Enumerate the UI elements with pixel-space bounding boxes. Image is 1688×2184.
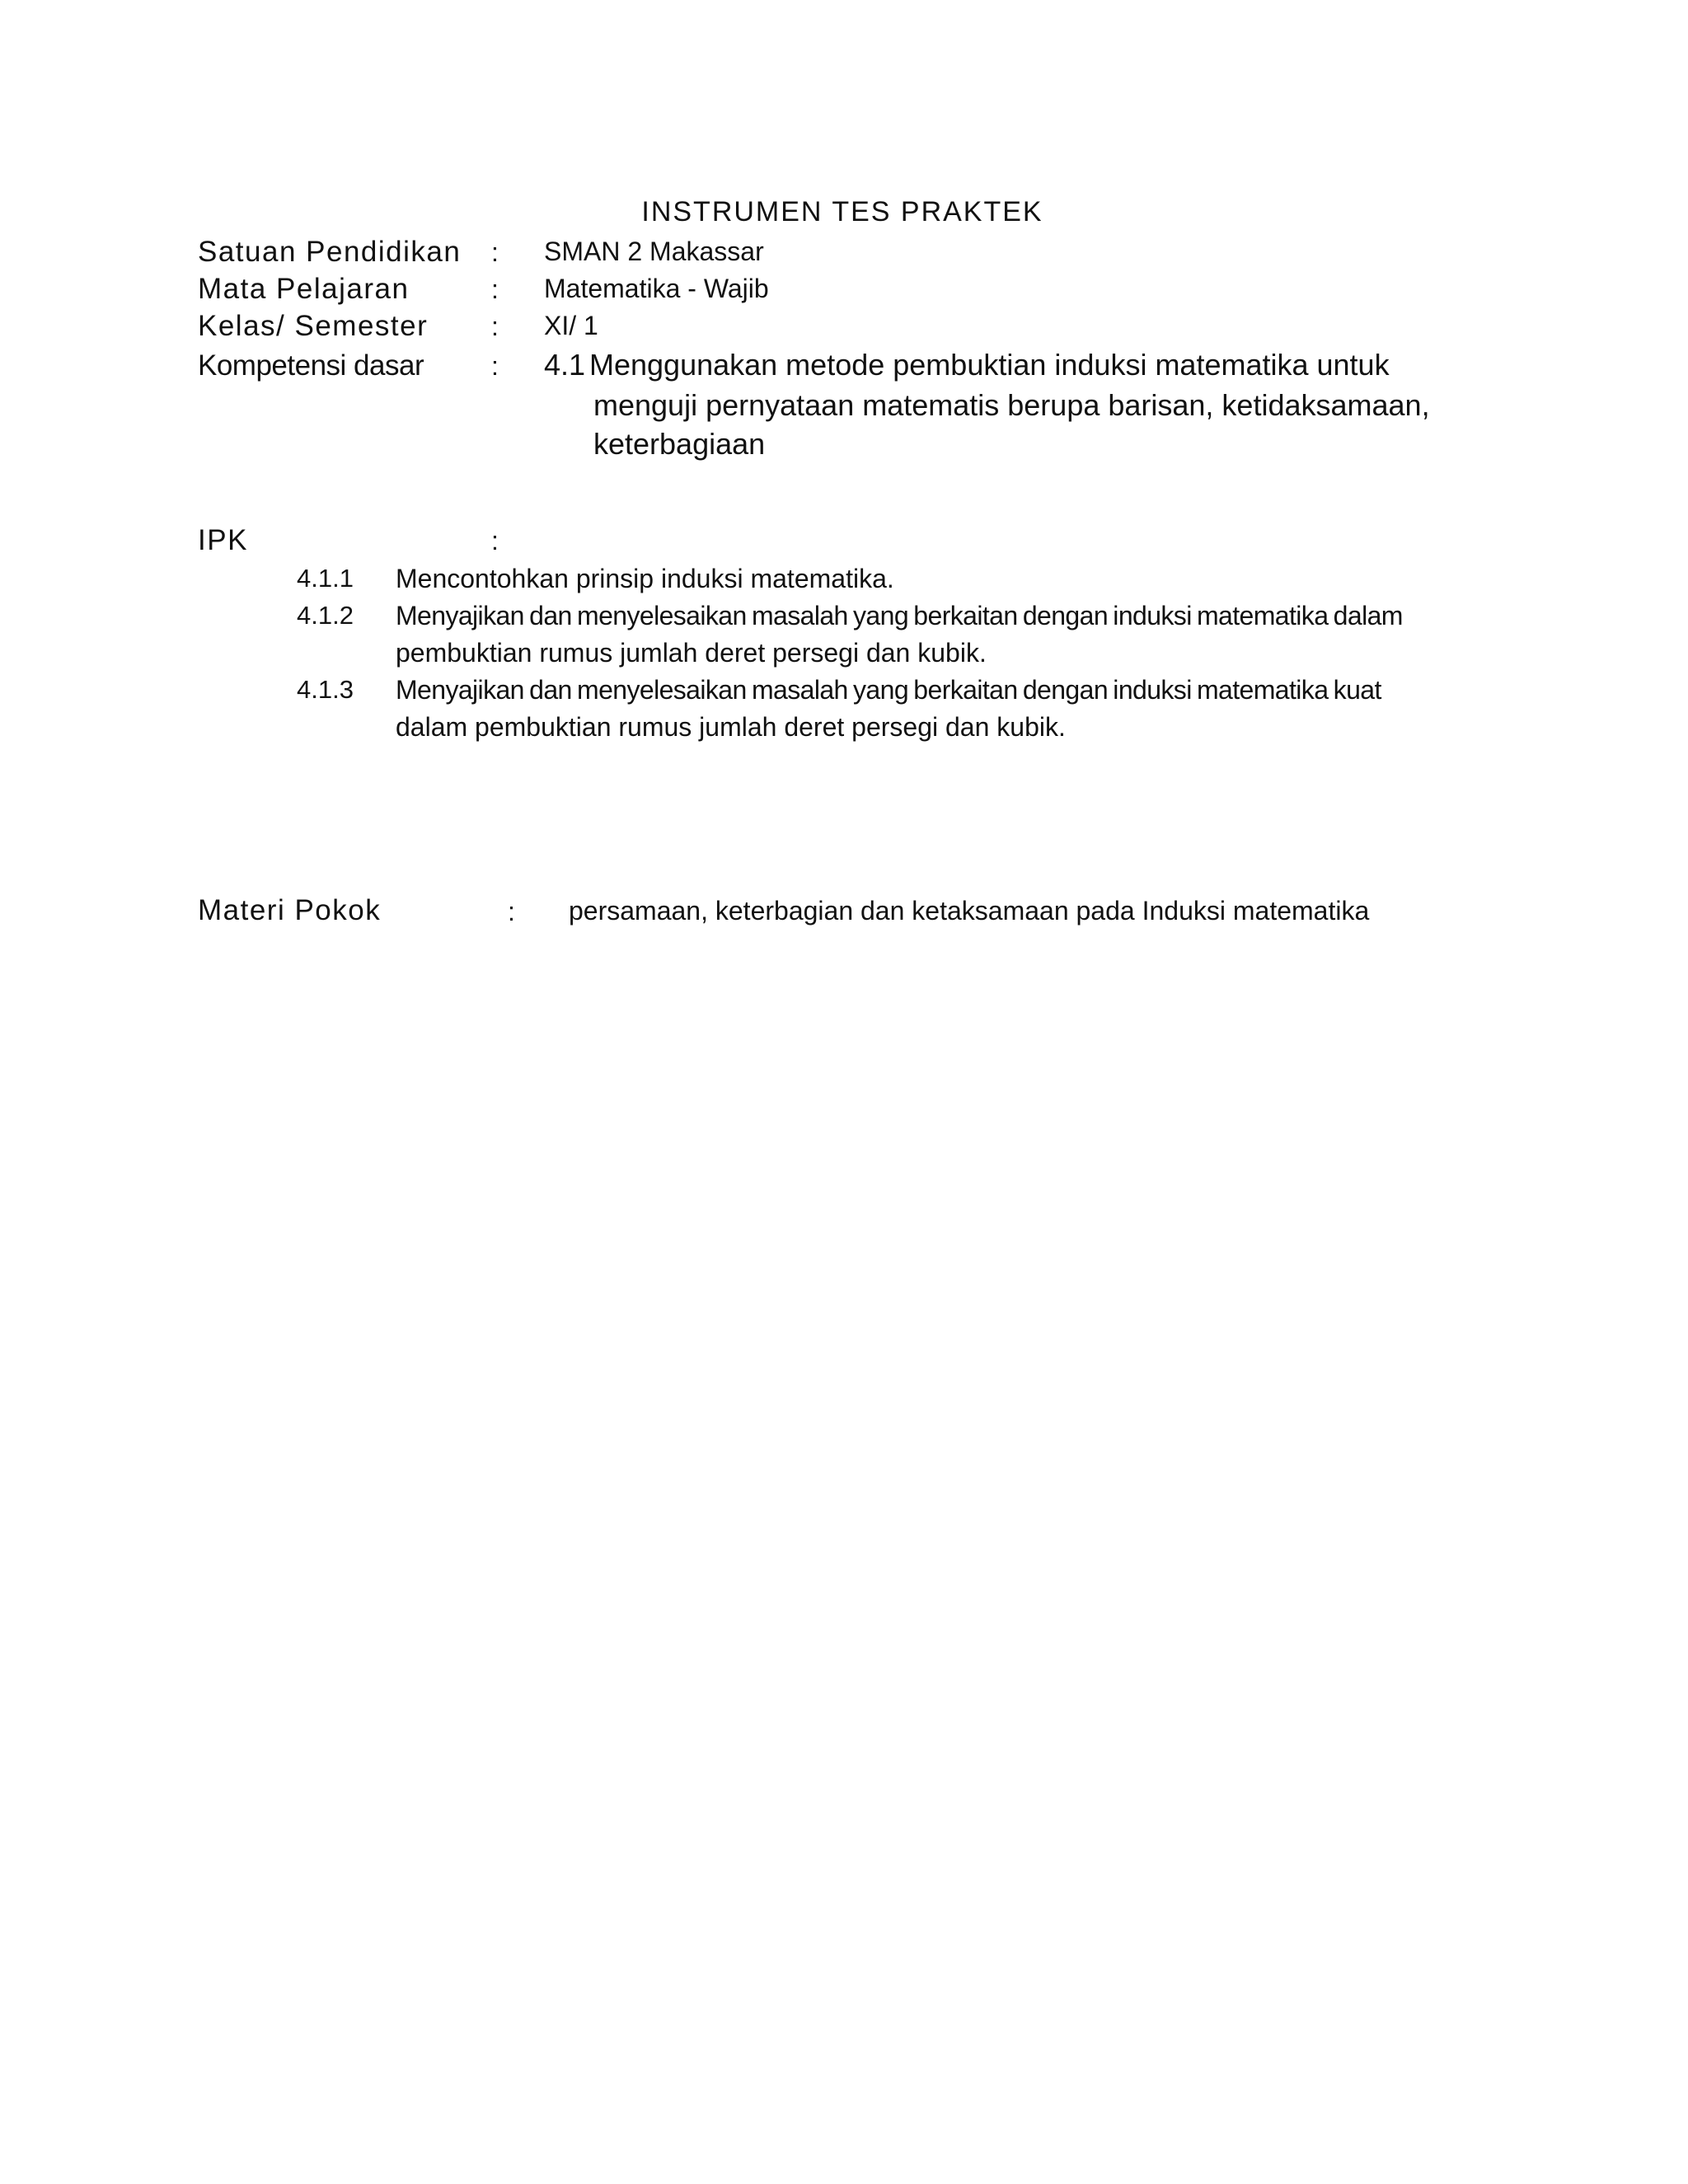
ipk-item-3-number: 4.1.3 bbox=[297, 675, 354, 704]
kelas-semester-value: XI/ 1 bbox=[544, 311, 598, 340]
materi-pokok-colon: : bbox=[508, 897, 515, 926]
kompetensi-dasar-label: Kompetensi dasar bbox=[198, 349, 424, 382]
mata-pelajaran-value: Matematika - Wajib bbox=[544, 274, 769, 303]
mata-pelajaran-colon: : bbox=[491, 274, 499, 304]
satuan-pendidikan-label: Satuan Pendidikan bbox=[198, 236, 462, 268]
kompetensi-dasar-line-2: menguji pernyataan matematis berupa barisan, ketidaksamaan, bbox=[593, 388, 1430, 422]
ipk-item-1-number: 4.1.1 bbox=[297, 564, 354, 593]
ipk-label: IPK bbox=[198, 524, 248, 556]
ipk-item-1-text: Mencontohkan prinsip induksi matematika. bbox=[396, 564, 894, 593]
materi-pokok-value: persamaan, keterbagian dan ketaksamaan pada Induksi matematika bbox=[569, 896, 1370, 926]
kelas-semester-colon: : bbox=[491, 312, 499, 341]
ipk-item-2-number: 4.1.2 bbox=[297, 601, 354, 630]
ipk-item-2-line-2: pembuktian rumus jumlah deret persegi dan kubik. bbox=[396, 638, 987, 668]
satuan-pendidikan-value: SMAN 2 Makassar bbox=[544, 237, 764, 266]
kelas-semester-label: Kelas/ Semester bbox=[198, 310, 429, 342]
mata-pelajaran-label: Mata Pelajaran bbox=[198, 273, 410, 305]
ipk-item-3-line-1: Menyajikan dan menyelesaikan masalah yang berkaitan dengan induksi matematika kuat bbox=[396, 675, 1381, 705]
satuan-pendidikan-colon: : bbox=[491, 237, 499, 267]
ipk-item-3-line-2: dalam pembuktian rumus jumlah deret persegi dan kubik. bbox=[396, 712, 1066, 742]
kompetensi-dasar-number: 4.1 bbox=[544, 348, 586, 382]
kompetensi-dasar-line-3: keterbagiaan bbox=[593, 427, 766, 461]
document-title: INSTRUMEN TES PRAKTEK bbox=[641, 196, 1043, 227]
materi-pokok-label: Materi Pokok bbox=[198, 894, 382, 926]
ipk-colon: : bbox=[491, 526, 499, 555]
ipk-item-2-line-1: Menyajikan dan menyelesaikan masalah yang berkaitan dengan induksi matematika dalam bbox=[396, 601, 1403, 630]
kompetensi-dasar-line-1: Menggunakan metode pembuktian induksi matematika untuk bbox=[589, 348, 1390, 382]
kompetensi-dasar-colon: : bbox=[491, 351, 499, 381]
